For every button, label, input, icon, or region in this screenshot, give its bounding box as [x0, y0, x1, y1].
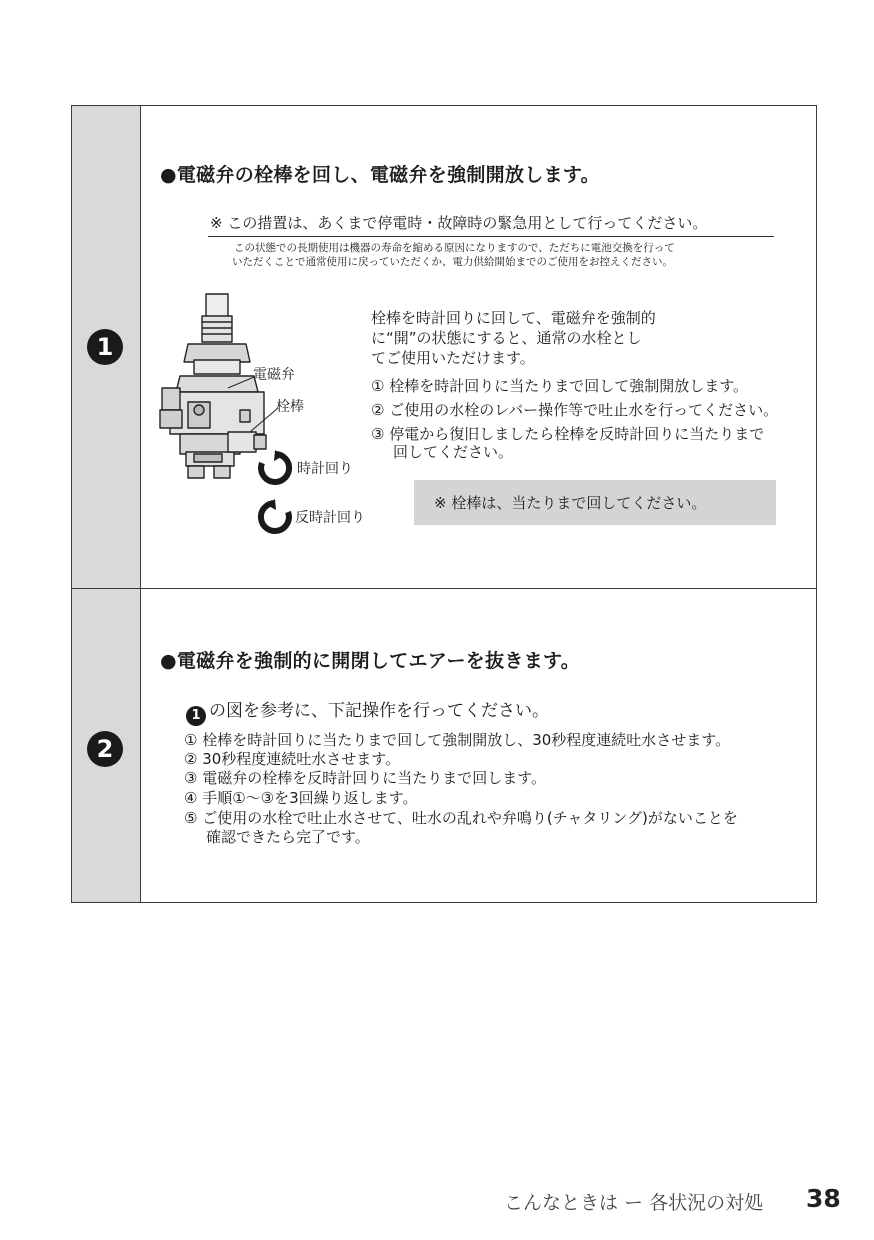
tip-box	[414, 480, 776, 525]
row-divider	[72, 588, 816, 589]
step2-item-3: ③ 電磁弁の栓棒を反時計回りに当たりまで回します。	[184, 769, 547, 787]
step2-item-5-cont: 確認できたら完了です。	[206, 828, 370, 846]
note-detail-line-1: この状態での長期使用は機器の寿命を縮める原因になりますので、ただちに電池交換を行って	[234, 242, 675, 254]
step2-item-4: ④ 手順①〜③を3回繰り返します。	[184, 789, 418, 807]
counterclockwise-label: 反時計回り	[295, 510, 365, 526]
step2-item-2: ② 30秒程度連続吐水させます。	[184, 750, 401, 768]
reference-step-number: 1	[186, 706, 206, 726]
step-number-gutter	[72, 106, 141, 902]
tip-text: ※ 栓棒は、当たりまで回してください。	[434, 494, 707, 512]
step2-item-1: ① 栓棒を時計回りに当たりまで回して強制開放し、30秒程度連続吐水させます。	[184, 731, 731, 749]
description-line-2: に“開”の状態にすると、通常の水栓とし	[371, 329, 642, 347]
emergency-note: ※ この措置は、あくまで停電時・故障時の緊急用として行ってください。	[210, 214, 708, 232]
description-line-1: 栓棒を時計回りに回して、電磁弁を強制的	[371, 309, 656, 327]
footer-section-title: こんなときは ー 各状況の対処	[504, 1192, 764, 1214]
step1-heading: ●電磁弁の栓棒を回し、電磁弁を強制開放します。	[160, 164, 600, 186]
reference-text: の図を参考に、下記操作を行ってください。	[209, 701, 549, 721]
page-number: 38	[806, 1184, 841, 1213]
step-number-1: 1	[87, 329, 123, 365]
step1-item-3: ③ 停電から復旧しましたら栓棒を反時計回りに当たりまで	[371, 425, 765, 443]
step1-item-3-cont: 回してください。	[393, 443, 514, 461]
note-detail-line-2: いただくことで通常使用に戻っていただくか、電力供給開始までのご使用をお控えください。	[232, 256, 673, 268]
note-underline	[208, 236, 774, 237]
counterclockwise-arrow-icon	[257, 499, 293, 535]
clockwise-arrow-icon	[257, 450, 293, 486]
step2-reference	[186, 696, 549, 726]
description-line-3: てご使用いただけます。	[371, 349, 535, 367]
solenoid-valve-label: 電磁弁	[253, 367, 295, 383]
step1-item-2: ② ご使用の水栓のレバー操作等で吐止水を行ってください。	[371, 401, 779, 419]
step2-heading: ●電磁弁を強制的に開閉してエアーを抜きます。	[160, 650, 581, 672]
step1-item-1: ① 栓棒を時計回りに当たりまで回して強制開放します。	[371, 377, 749, 395]
clockwise-label: 時計回り	[297, 461, 353, 477]
step-number-2: 2	[87, 731, 123, 767]
valve-stem-label: 栓棒	[276, 399, 304, 415]
step2-item-5: ⑤ ご使用の水栓で吐止水させて、吐水の乱れや弁鳴り(チャタリング)がないことを	[184, 809, 738, 827]
